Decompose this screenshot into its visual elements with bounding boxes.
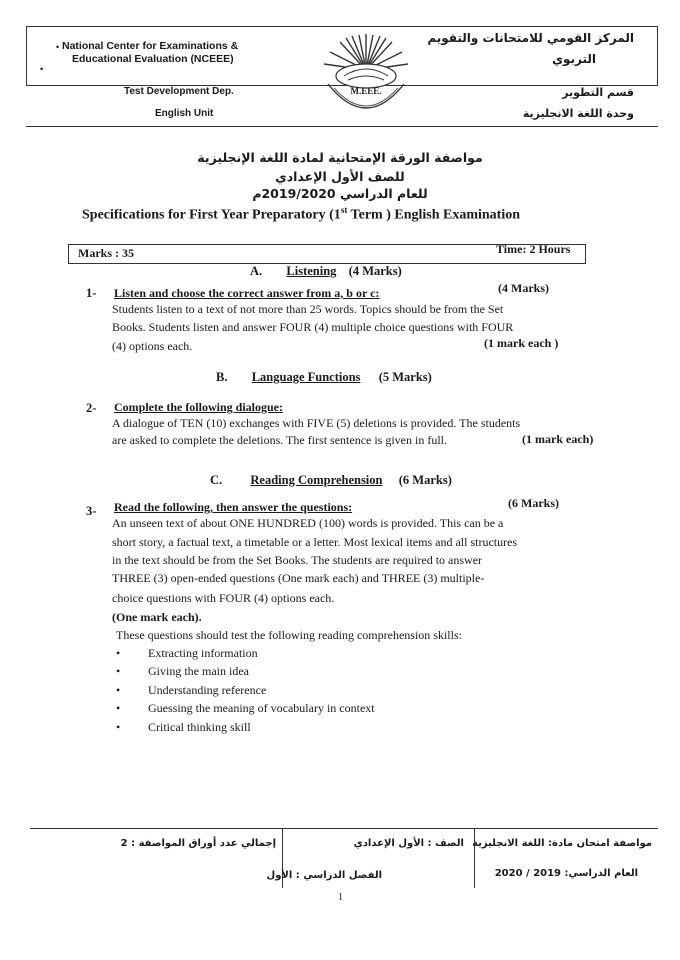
skill-item: Understanding reference [148, 683, 267, 697]
title-ar-line3: للعام الدراسي 2019/2020م [252, 186, 428, 201]
question-3-number: 3- [86, 504, 97, 518]
dept-ar: قسم التطوير [562, 86, 634, 99]
question-1-number: 1- [86, 286, 97, 300]
footer-divider [474, 828, 475, 888]
nceee-logo [314, 30, 418, 122]
footer-school-year: العام الدراسي: 2019 / 2020 [494, 868, 638, 879]
title-ar-line2: للصف الأول الإعدادي [275, 169, 405, 184]
total-marks: Marks : 35 [78, 246, 134, 260]
footer-subject-spec: مواصفة امتحان مادة: اللغة الانجليزية [472, 838, 652, 849]
question-1-line1: Students listen to a text of not more than 25 words. Topics should be from the Set [112, 302, 504, 316]
question-3-line7: These questions should test the following reading comprehension skills: [116, 628, 462, 642]
unit-en: English Unit [155, 108, 214, 119]
title-en-suffix: Term ) English Examination [347, 207, 521, 223]
question-3-line5: choice questions with FOUR (4) options each. [112, 591, 335, 605]
question-2-each: (1 mark each) [522, 432, 594, 446]
question-1-title: Listen and choose the correct answer from a, b or c: [114, 286, 380, 300]
section-a-title: Listening [286, 264, 337, 278]
question-3-line2: short story, a factual text, a timetable or a letter. Most lexical items and all structures [112, 535, 518, 549]
section-b-letter: B. [216, 370, 228, 384]
org-name-en-line1: National Center for Examinations & [62, 40, 239, 52]
question-3-title: Read the following, then answer the questions: [114, 500, 353, 514]
question-3-line1: An unseen text of about ONE HUNDRED (100) words is provided. This can be a [112, 516, 504, 530]
skill-item: Critical thinking skill [148, 720, 251, 734]
skill-item: Extracting information [148, 646, 258, 660]
bullet-mark: • [56, 42, 60, 52]
org-name-en-line2: Educational Evaluation (NCEEE) [72, 53, 234, 65]
org-name-ar-line1: المركز القومي للامتحانات والتقويم [427, 31, 634, 45]
bullet-icon: • [116, 664, 121, 678]
bullet-mark: • [40, 64, 44, 74]
question-2-line1: A dialogue of TEN (10) exchanges with FIVE (5) deletions is provided. The students [112, 416, 521, 430]
exam-time: Time: 2 Hours [496, 242, 571, 256]
title-en [82, 205, 520, 224]
bullet-icon: • [116, 683, 121, 697]
section-a-header [250, 264, 402, 279]
section-b-header [216, 370, 432, 385]
question-1-line3: (4) options each. [112, 339, 193, 353]
page-number: 1 [338, 892, 343, 903]
skill-item: Giving the main idea [148, 664, 249, 678]
section-c-title: Reading Comprehension [250, 473, 383, 487]
question-1-each: (1 mark each ) [484, 336, 559, 350]
question-2-number: 2- [86, 401, 97, 415]
section-a-marks: (4 Marks) [348, 264, 402, 278]
logo-text: M.EEE. [350, 86, 382, 96]
question-3-line4: THREE (3) open-ended questions (One mark each) and THREE (3) multiple- [112, 571, 485, 585]
question-3-line6: (One mark each). [112, 610, 202, 624]
section-b-marks: (5 Marks) [378, 370, 432, 384]
section-c-letter: C. [210, 473, 223, 487]
title-en-sup: st [340, 205, 348, 215]
question-3-line3: in the text should be from the Set Books. The students are required to answer [112, 553, 483, 567]
unit-ar: وحدة اللغة الانجليزية [522, 107, 634, 120]
question-1-line2: Books. Students listen and answer FOUR (4) multiple choice questions with FOUR [112, 320, 514, 334]
org-name-ar-line2: التربوي [551, 52, 596, 66]
footer-grade: الصف : الأول الإعدادي [353, 838, 464, 849]
title-en-prefix: Specifications for First Year Preparatory (1 [82, 207, 341, 223]
dept-en: Test Development Dep. [124, 86, 234, 97]
title-ar-line1: مواصفة الورقة الإمتحانية لمادة اللغة الإنجليزية [197, 150, 483, 165]
question-3-marks: (6 Marks) [508, 496, 559, 510]
header-rule [26, 126, 658, 127]
skill-item: Guessing the meaning of vocabulary in context [148, 701, 375, 715]
org-name-en [62, 40, 238, 66]
question-2-line2: are asked to complete the deletions. The first sentence is given in full. [112, 433, 448, 447]
section-c-header [210, 473, 452, 488]
bullet-icon: • [116, 646, 121, 660]
footer-term: الفصل الدراسي : الأول [266, 870, 382, 881]
bullet-icon: • [116, 720, 121, 734]
question-2-title: Complete the following dialogue: [114, 400, 283, 414]
bullet-icon: • [116, 701, 121, 715]
section-b-title: Language Functions [251, 370, 361, 384]
question-1-marks: (4 Marks) [498, 281, 549, 295]
section-c-marks: (6 Marks) [398, 473, 452, 487]
footer-total-sheets: إجمالي عدد أوراق المواصفة : 2 [120, 838, 276, 849]
section-a-letter: A. [250, 264, 263, 278]
